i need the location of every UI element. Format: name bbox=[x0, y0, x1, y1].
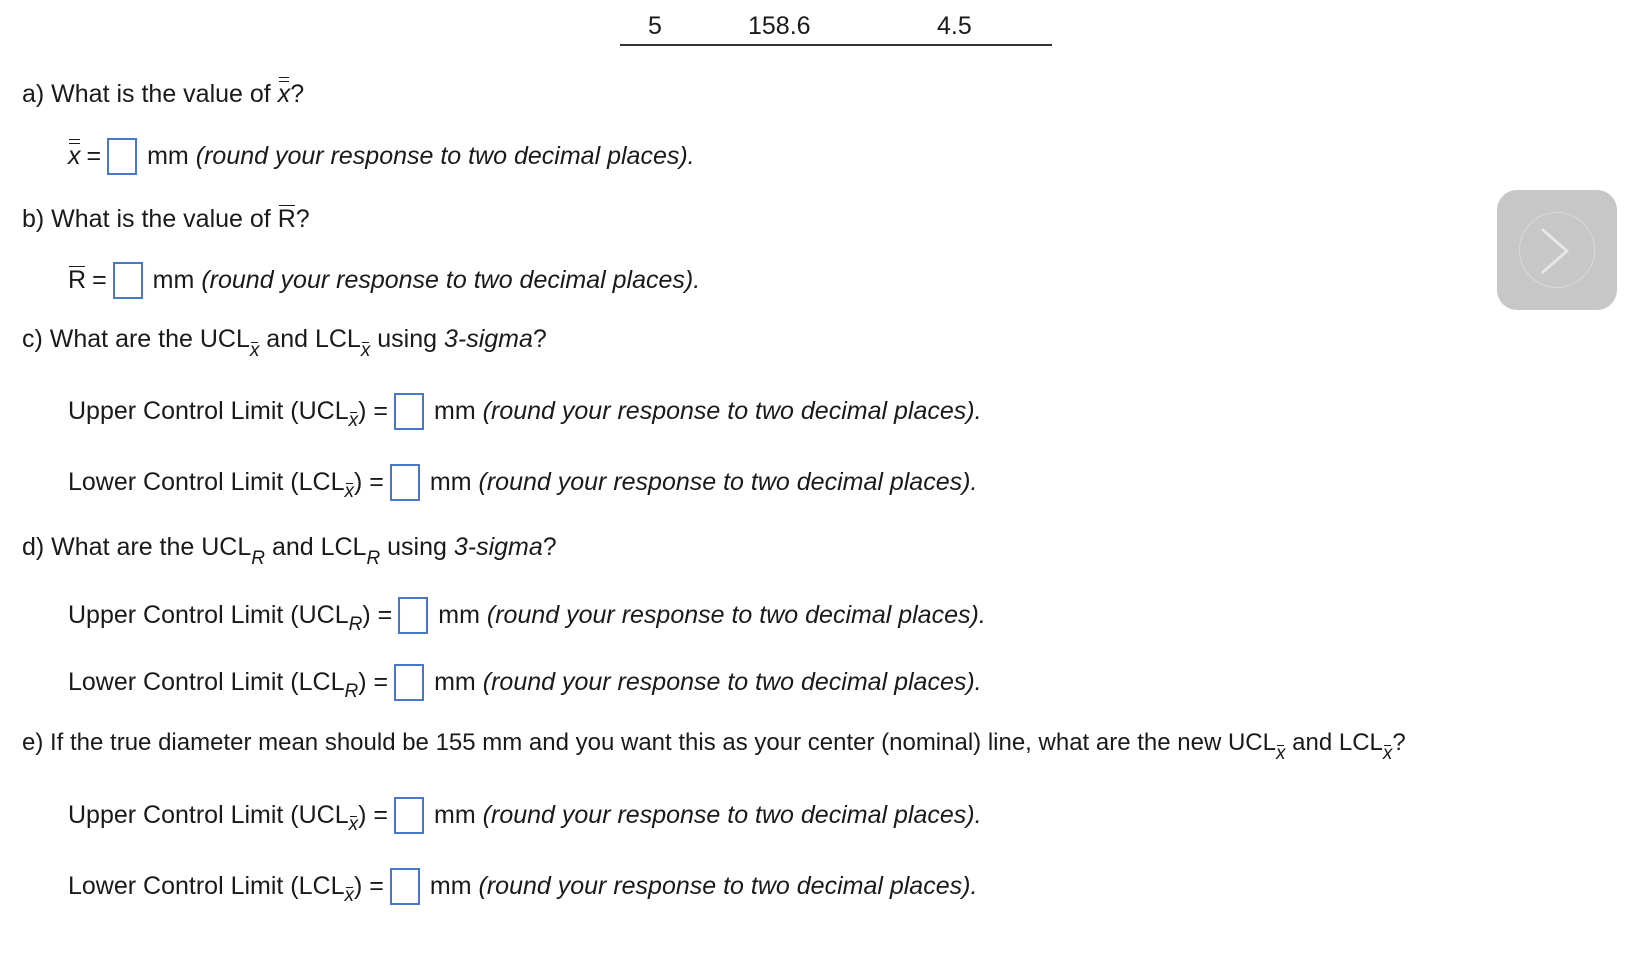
close-equals: ) = bbox=[354, 872, 384, 900]
xbar-answer-input[interactable] bbox=[107, 138, 137, 175]
question-c-end: ? bbox=[532, 325, 547, 353]
answer-xbar-row bbox=[68, 138, 695, 175]
table-cell: 4.5 bbox=[937, 12, 972, 40]
lcl-label: Lower Control Limit (LCL bbox=[68, 872, 345, 900]
rounding-hint: (round your response to two decimal places). bbox=[482, 801, 982, 829]
question-d-tail: using bbox=[380, 533, 454, 561]
x-double-bar-symbol: x bbox=[277, 80, 291, 108]
unit-label: mm bbox=[147, 142, 189, 170]
question-d-mid: and LCL bbox=[265, 533, 367, 561]
ucl-label: Upper Control Limit (UCL bbox=[68, 601, 349, 629]
unit-label: mm bbox=[429, 468, 472, 496]
subscript-x: x bbox=[348, 409, 359, 431]
question-b-suffix: ? bbox=[295, 205, 310, 233]
subscript-x: x bbox=[344, 884, 354, 906]
sigma-label: 3-sigma bbox=[444, 325, 533, 353]
r-bar-symbol: R bbox=[277, 205, 296, 233]
unit-label: mm bbox=[152, 266, 195, 294]
close-equals: ) = bbox=[354, 468, 384, 496]
r-bar-symbol: R bbox=[68, 266, 87, 294]
subscript-x: x bbox=[344, 480, 354, 502]
question-d bbox=[22, 533, 557, 569]
answer-rbar-row bbox=[68, 262, 700, 299]
ucl-label: Upper Control Limit (UCL bbox=[68, 801, 349, 829]
subscript-r: R bbox=[251, 548, 265, 569]
ucl-x-input[interactable] bbox=[394, 393, 424, 430]
rounding-hint: (round your response to two decimal places). bbox=[478, 872, 978, 900]
question-e-mid: and LCL bbox=[1285, 729, 1383, 756]
table-cell: 158.6 bbox=[748, 12, 811, 40]
data-table-row bbox=[620, 8, 1052, 46]
ucl-x-row bbox=[68, 393, 982, 430]
unit-label: mm bbox=[434, 801, 476, 829]
lcl-label: Lower Control Limit (LCL bbox=[68, 468, 345, 496]
subscript-r: R bbox=[344, 680, 359, 702]
ucl-label: Upper Control Limit (UCL bbox=[68, 397, 349, 425]
question-c-mid: and LCL bbox=[259, 325, 361, 353]
rounding-hint: (round your response to two decimal places). bbox=[478, 468, 978, 496]
unit-label: mm bbox=[434, 668, 476, 696]
question-c-text: c) What are the UCL bbox=[22, 325, 250, 353]
question-a-text: a) What is the value of bbox=[22, 80, 278, 108]
rbar-answer-input[interactable] bbox=[113, 262, 143, 299]
close-equals: ) = bbox=[358, 397, 389, 425]
rounding-hint: (round your response to two decimal places). bbox=[482, 397, 982, 425]
ucl-r-input[interactable] bbox=[398, 597, 428, 634]
question-e bbox=[22, 729, 1406, 764]
close-equals: ) = bbox=[358, 668, 389, 696]
lcl-label: Lower Control Limit (LCL bbox=[68, 668, 345, 696]
question-a-suffix: ? bbox=[290, 80, 305, 108]
unit-label: mm bbox=[429, 872, 472, 900]
question-c bbox=[22, 325, 547, 361]
x-double-bar-symbol: x bbox=[68, 142, 81, 170]
subscript-x: x bbox=[348, 813, 359, 835]
subscript-r: R bbox=[348, 613, 363, 635]
new-ucl-x-input[interactable] bbox=[394, 797, 424, 834]
table-cell: 5 bbox=[648, 12, 662, 40]
equals-sign: = bbox=[86, 142, 102, 170]
subscript-x: x bbox=[360, 340, 371, 361]
equals-sign: = bbox=[92, 266, 107, 294]
chevron-right-icon bbox=[1535, 226, 1575, 276]
close-equals: ) = bbox=[362, 601, 393, 629]
new-ucl-x-row bbox=[68, 797, 982, 834]
question-e-text: e) If the true diameter mean should be 155 mm and you want this as your center (nominal) line, what are the new UCL bbox=[22, 729, 1276, 756]
rounding-hint: (round your response to two decimal places). bbox=[201, 266, 701, 294]
question-e-end: ? bbox=[1392, 729, 1406, 756]
close-equals: ) = bbox=[358, 801, 389, 829]
lcl-r-input[interactable] bbox=[394, 664, 424, 701]
rounding-hint: (round your response to two decimal places). bbox=[482, 668, 982, 696]
rounding-hint: (round your response to two decimal places). bbox=[195, 142, 695, 170]
question-d-text: d) What are the UCL bbox=[22, 533, 252, 561]
question-b-text: b) What is the value of bbox=[22, 205, 278, 233]
lcl-x-input[interactable] bbox=[390, 464, 420, 501]
subscript-x: x bbox=[249, 340, 260, 361]
question-a bbox=[22, 80, 304, 109]
lcl-x-row bbox=[68, 464, 977, 501]
subscript-r: R bbox=[366, 548, 381, 569]
rounding-hint: (round your response to two decimal places). bbox=[486, 601, 986, 629]
question-b bbox=[22, 205, 310, 234]
question-d-end: ? bbox=[542, 533, 557, 561]
unit-label: mm bbox=[434, 397, 476, 425]
unit-label: mm bbox=[438, 601, 480, 629]
subscript-x: x bbox=[1275, 743, 1286, 764]
subscript-x: x bbox=[1382, 743, 1393, 764]
question-c-tail: using bbox=[370, 325, 444, 353]
sigma-label: 3-sigma bbox=[453, 533, 543, 561]
new-lcl-x-input[interactable] bbox=[390, 868, 420, 905]
new-lcl-x-row bbox=[68, 868, 977, 905]
lcl-r-row bbox=[68, 664, 982, 701]
ucl-r-row bbox=[68, 597, 986, 634]
next-button[interactable] bbox=[1497, 190, 1617, 310]
